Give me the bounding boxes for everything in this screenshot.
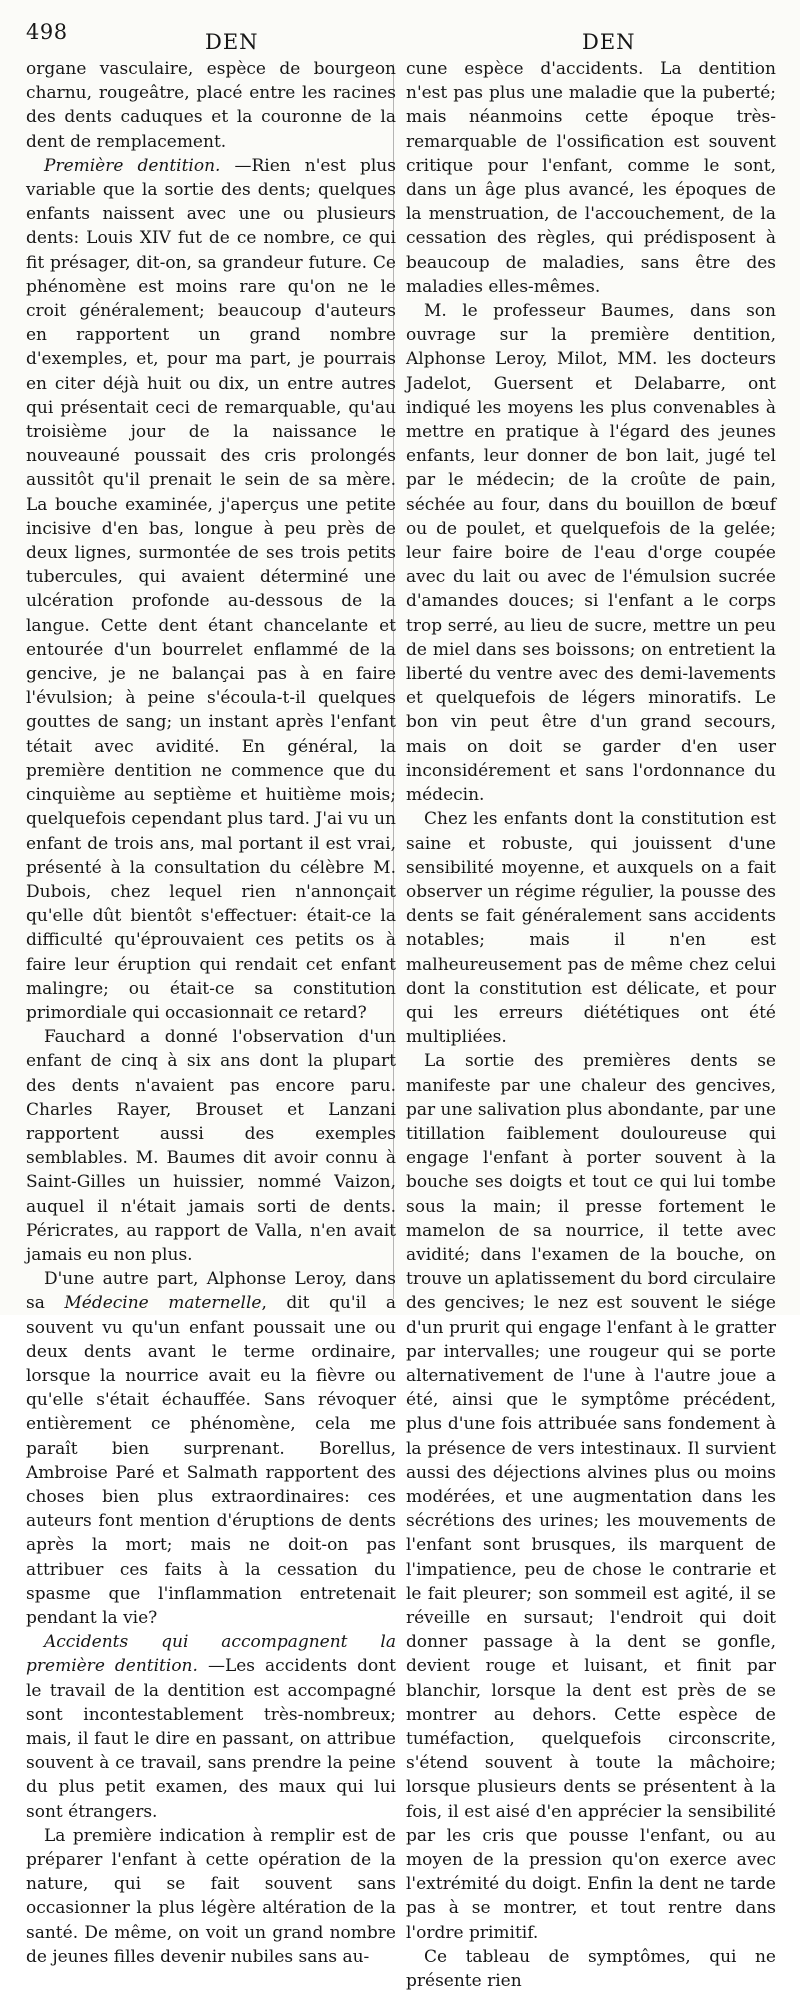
paragraph-text: D'une autre part, Alphonse Leroy, dans sa: [26, 1269, 396, 1314]
section-title-accidents: Accidents qui accompagnent la première dentition.: [26, 1632, 396, 1677]
paragraph-text: —Rien n'est plus variable que la sortie des dents; quelques enfants naissent avec une ou plusieurs dents: Louis XIV fut de ce nombre, ce qui fit présager, dit-on, sa grandeur future. Ce phénomène est moins rare qu'on ne le croit généralement; beaucoup d'auteurs en rapportent un grand nombre d'exemples, et, pour ma part, je pourrais en citer déjà huit ou dix, un entre autres qui présentait ceci de remarquable, qu'au troisième jour de la naissance le nouveauné poussait des cris prolongés aussitôt qu'il prenait le sein de sa mère. La bouche examinée, j'aperçus une petite incisive d'en bas, longue à peu près de deux lignes, surmontée de ses trois petits tubercules, qui avaient déterminé une ulcération profonde au-dessous de la langue. Cette dent étant chancelante et entourée d'un bourrelet enflammé de la gencive, je ne balançai pas à en faire l'évulsion; à peine s'écoula-t-il quelques gouttes de sang; un instant après l'enfant tétait avec avidité. En général, la première dentition ne commence que du cinquième au septième et huitième mois; quelquefois cependant plus tard. J'ai vu un enfant de trois ans, mal portant il est vrai, présenté à la consultation du célèbre M. Dubois, chez lequel rien n'annonçait qu'elle dût bientôt s'effectuer: était-ce la difficulté qu'éprouvaient ces petits os à faire leur éruption qui rendait cet enfant malingre; ou était-ce sa constitution primordiale qui occasionnait ce retard?: [26, 155, 396, 1023]
running-head-left: DEN: [205, 30, 259, 54]
left-column: [26, 57, 396, 1969]
paragraph-text: , dit qu'il a souvent vu qu'un enfant poussait une ou deux dents avant le terme ordinaire, lorsque la nourrice avait eu la fièvre ou qu'elle s'était échauffée. Sans révoquer entièrement ce phénomène, cela me paraît bien surprenant. Borellus, Ambroise Paré et Salmath rapportent des choses bien plus extraordinaires: ces auteurs font mention d'éruptions de dents après la mort; mais ne doit-on pas attribuer ces faits à la cessation du spasme que l'inflammation entretenait pendant la vie?: [26, 1293, 397, 1628]
paragraph: Fauchard a donné l'observation d'un enfant de cinq à six ans dont la plupart des dents n'avaient pas encore paru. Charles Rayer, Brouset et Lanzani rapportent aussi des exemples semblables. M. Baumes dit avoir connu à Saint-Gilles un huissier, nommé Vaizon, auquel il n'était jamais sorti de dents. Péricrates, au rapport de Valla, n'en avait jamais eu non plus.: [26, 1027, 396, 1265]
paragraph: La sortie des premières dents se manifeste par une chaleur des gencives, par une salivation plus abondante, par une titillation faiblement douloureuse qui engage l'enfant à porter souvent à la bouche ses doigts et tout ce qui lui tombe sous la main; il presse fortement le mamelon de sa nourrice, il tette avec avidité; dans l'examen de la bouche, on trouve un aplatissement du bord circulaire des gencives; le nez est souvent le siége d'un prurit qui engage l'enfant à le gratter par intervalles; une rougeur qui se porte alternativement de l'une à l'autre joue a été, ainsi que le symptôme précédent, plus d'une fois attribuée sans fondement à la présence de vers intestinaux. Il survient aussi des déjections alvines plus ou moins modérées, et une augmentation dans les sécrétions des urines; les mouvements de l'enfant sont brusques, ils marquent de l'impatience, peu de chose le contrarie et le fait pleurer; son sommeil est agité, il se réveille en sursaut; l'endroit qui doit donner passage à la dent se gonfle, devient rouge et luisant, et finit par blanchir, lorsque la dent est près de se montrer au dehors. Cette espèce de tuméfaction, quelquefois circonscrite, s'étend souvent à toute la mâchoire; lorsque plusieurs dents se présentent à la fois, il est aisé d'en apprécier la sensibilité par les cris que pousse l'enfant, ou au moyen de la pression qu'on exerce avec l'extrémité du doigt. Enfin la dent ne tarde pas à se montrer, et tout rentre dans l'ordre primitif.: [406, 1051, 777, 1943]
paragraph: organe vasculaire, espèce de bourgeon charnu, rougeâtre, placé entre les racines des dents caduques et la couronne de la dent de remplacement.: [26, 59, 396, 152]
paragraph: [26, 154, 396, 1025]
section-title-premiere-dentition: Première dentition.: [44, 155, 221, 176]
paragraph: Ce tableau de symptômes, qui ne présente rien: [406, 1946, 776, 1992]
paragraph: [26, 1267, 396, 1630]
paragraph: Chez les enfants dont la constitution est saine et robuste, qui jouissent d'une sensibilité moyenne, et auxquels on a fait observer un régime régulier, la pousse des dents se fait généralement sans accidents notables; mais il n'en est malheureusement pas de même chez celui dont la constitution est délicate, et pour qui les erreurs diététiques ont été multipliées.: [406, 809, 776, 1048]
running-head-right: DEN: [582, 30, 636, 54]
right-column: [406, 57, 776, 1993]
paragraph: M. le professeur Baumes, dans son ouvrage sur la première dentition, Alphonse Leroy, Milot, MM. les docteurs Jadelot, Guersent et Delabarre, ont indiqué les moyens les plus convenables à mettre en pratique à l'égard des jeunes enfants, leur donner de bon lait, jugé tel par le médecin; de la croûte de pain, séchée au four, dans du bouillon de bœuf ou de poulet, et quelquefois de la gelée; leur faire boire de l'eau d'orge coupée avec du lait ou avec de l'émulsion sucrée d'amandes douces; si l'enfant a le corps trop serré, au lieu de sucre, mettre un peu de miel dans ses boissons; on entretient la liberté du ventre avec des demi-lavements et quelquefois de légers minoratifs. Le bon vin peut être d'un grand secours, mais on doit se garder d'en user inconsidérement et sans l'ordonnance du médecin.: [406, 301, 776, 806]
paragraph: [26, 1630, 396, 1824]
paragraph: La première indication à remplir est de préparer l'enfant à cette opération de la nature, qui se fait souvent sans occasionner la plus légère altération de la santé. De même, on voit un grand nombre de jeunes filles devenir nubiles sans au-: [26, 1825, 396, 1967]
paragraph-text: —Les accidents dont le travail de la dentition est accompagné sont incontestablement très-nombreux; mais, il faut le dire en passant, on attribue souvent à ce travail, sans prendre la peine du plus petit examen, des maux qui lui sont étrangers.: [26, 1656, 397, 1822]
page-number: 498: [26, 20, 68, 44]
paragraph: cune espèce d'accidents. La dentition n'est pas plus une maladie que la puberté; mais néanmoins cette époque très-remarquable de l'ossification est souvent critique pour l'enfant, comme le sont, dans un âge plus avancé, les époques de la menstruation, de l'accouchement, de la cessation des règles, qui prédisposent à beaucoup de maladies, sans être des maladies elles-mêmes.: [406, 59, 776, 297]
book-title: Médecine maternelle: [64, 1293, 262, 1314]
